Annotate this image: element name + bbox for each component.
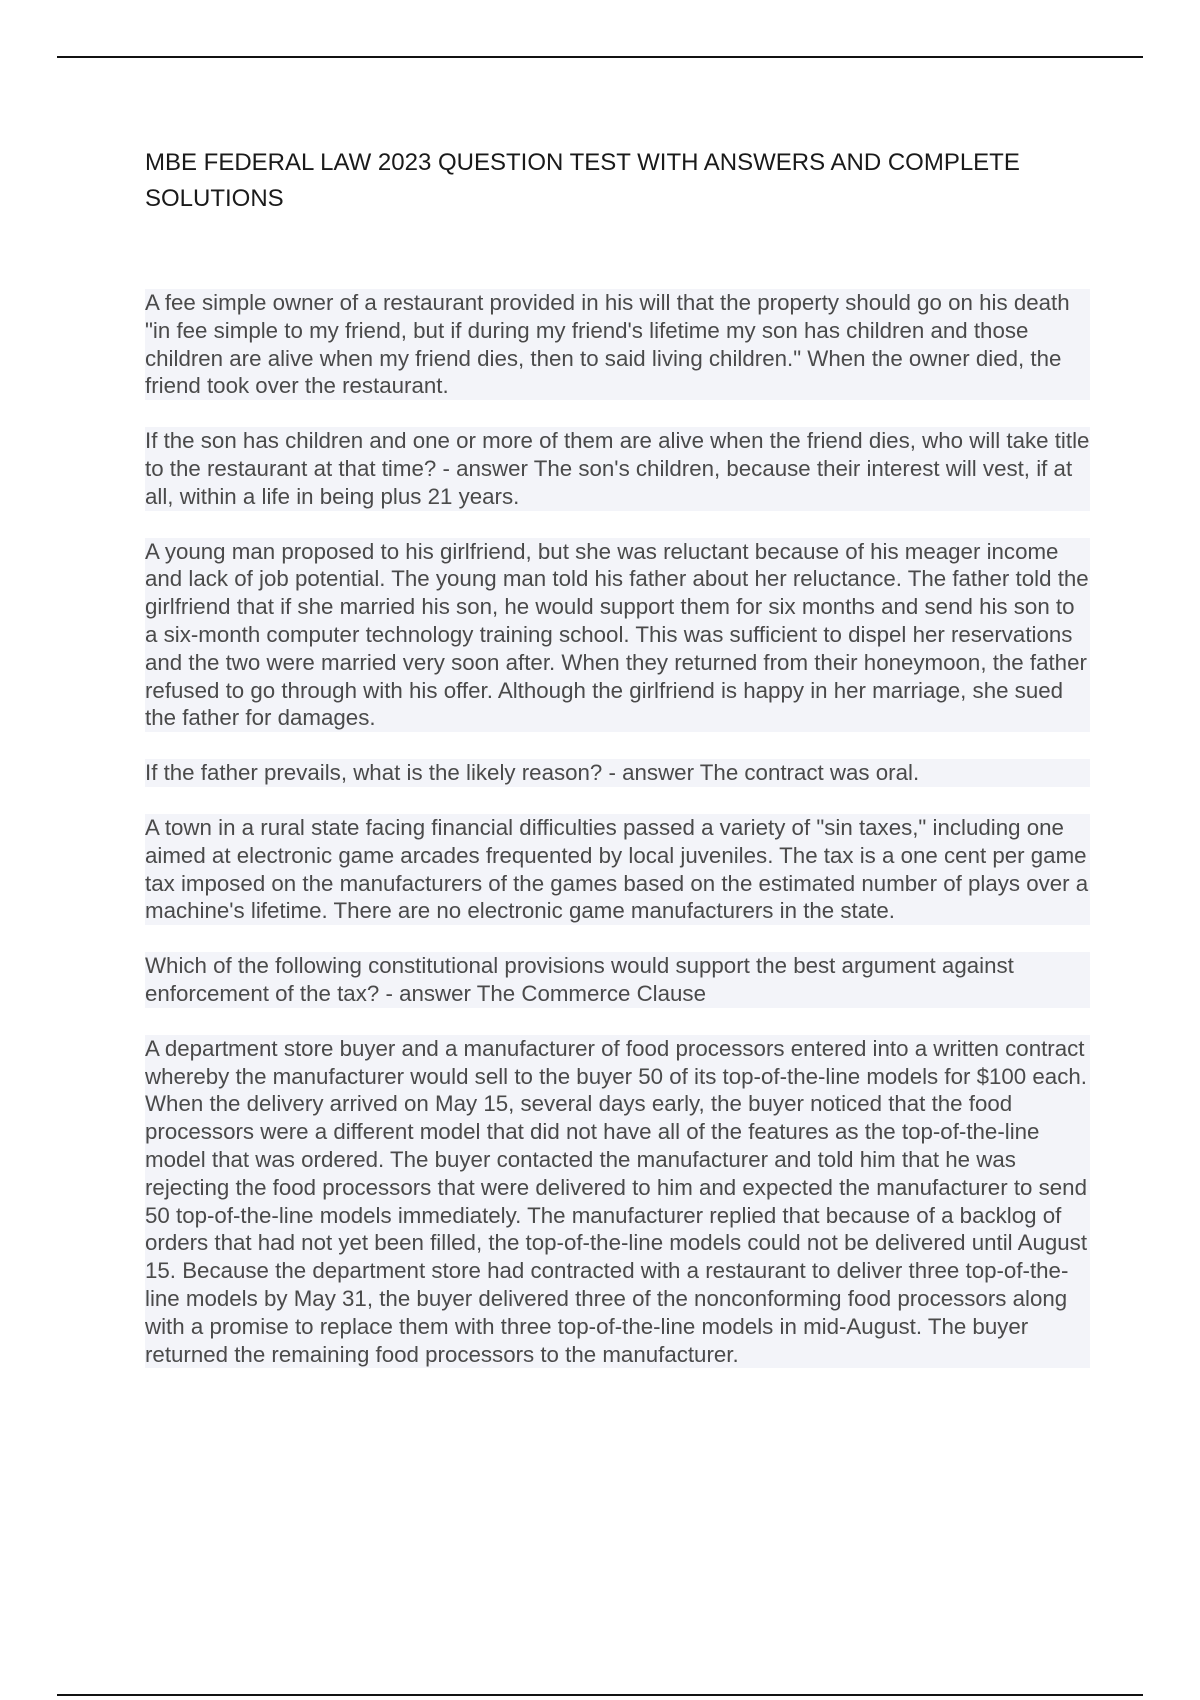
document-body bbox=[145, 289, 1090, 1368]
header-rule bbox=[57, 56, 1143, 58]
footer-rule bbox=[57, 1694, 1143, 1696]
answer-paragraph: Which of the following constitutional provisions would support the best argument against enforcement of the tax? - answer The Commerce Clause bbox=[145, 952, 1090, 1008]
document-title: MBE FEDERAL LAW 2023 QUESTION TEST WITH ANSWERS AND COMPLETE SOLUTIONS bbox=[145, 149, 1020, 212]
answer-paragraph: If the son has children and one or more of them are alive when the friend dies, who will take title to the restaurant at that time? - answer The son's children, because their interest will vest, if at all, within a life in being plus 21 years. bbox=[145, 428, 1090, 509]
question-paragraph: A young man proposed to his girlfriend, but she was reluctant because of his meager income and lack of job potential. The young man told his father about her reluctance. The father told the girlfriend that if she married his son, he would support them for six months and send his son to a six-month computer technology training school. This was sufficient to dispel her reservations and the two were married very soon after. When they returned from their honeymoon, the father refused to go through with his offer. Although the girlfriend is happy in her marriage, she sued the father for damages. bbox=[145, 538, 1089, 731]
question-paragraph: A town in a rural state facing financial difficulties passed a variety of "sin taxes," including one aimed at electronic game arcades frequented by local juveniles. The tax is a one cent per game tax imposed on the manufacturers of the games based on the estimated number of plays over a machine's lifetime. There are no electronic game manufacturers in the state. bbox=[145, 814, 1089, 924]
question-paragraph: A fee simple owner of a restaurant provided in his will that the property should go on his death "in fee simple to my friend, but if during my friend's lifetime my son has children and those children are alive when my friend dies, then to said living children." When the owner died, the friend took over the restaurant. bbox=[145, 289, 1090, 400]
answer-paragraph: If the father prevails, what is the likely reason? - answer The contract was oral. bbox=[145, 759, 1090, 787]
question-paragraph: A department store buyer and a manufacturer of food processors entered into a written contract whereby the manufacturer would sell to the buyer 50 of its top-of-the-line models for $100 each. When the delivery arrived on May 15, several days early, the buyer noticed that the food processors were a different model that did not have all of the features as the top-of-the-line model that was ordered. The buyer contacted the manufacturer and told him that he was rejecting the food processors that were delivered to him and expected the manufacturer to send 50 top-of-the-line models immediately. The manufacturer replied that because of a backlog of orders that had not yet been filled, the top-of-the-line models could not be delivered until August 15. Because the department store had contracted with a restaurant to deliver three top-of-the-line models by May 31, the buyer delivered three of the nonconforming food processors along with a promise to replace them with three top-of-the-line models in mid-August. The buyer returned the remaining food processors to the manufacturer. bbox=[145, 1035, 1090, 1369]
